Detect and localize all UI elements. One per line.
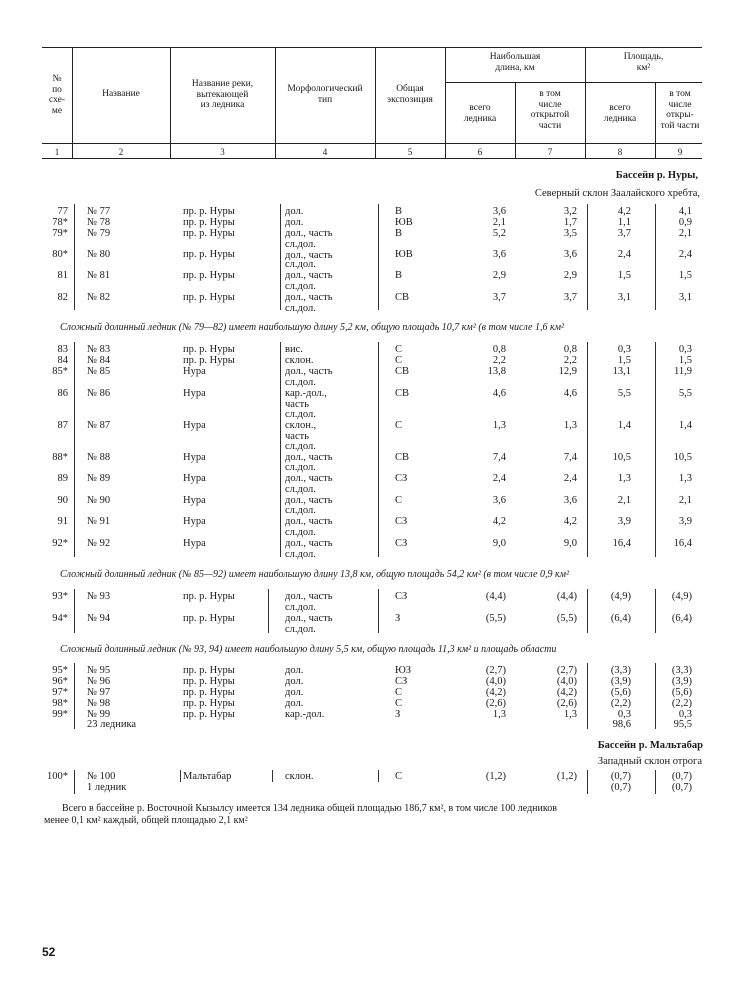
column-rule — [378, 342, 379, 557]
cell-area-total: (0,7) — [610, 782, 631, 793]
column-rule — [74, 589, 75, 633]
header-index: 3 — [220, 147, 225, 157]
cell-length-open: 7,4 — [563, 452, 577, 463]
cell-length-open: 2,9 — [563, 270, 577, 281]
cell-area-open: 16,4 — [673, 538, 692, 549]
cell-area-open: 3,1 — [678, 292, 692, 303]
cell-morph: дол. — [285, 676, 304, 687]
cell-name: № 86 — [87, 388, 111, 399]
cell-length-open: (2,7) — [556, 665, 577, 676]
cell-length-total: 5,2 — [492, 228, 506, 239]
header-col-area-total: всего ледника — [603, 103, 637, 124]
cell-name: № 77 — [87, 206, 111, 217]
cell-morph: дол. — [285, 206, 304, 217]
cell-morph: сл.дол. дол., часть сл.дол. — [285, 527, 333, 560]
header-index: 9 — [677, 147, 683, 157]
cell-length-open: 1,3 — [563, 709, 577, 720]
cell-exposure: С — [395, 355, 403, 366]
cell-length-open: 9,0 — [563, 538, 577, 549]
cell-exposure: С — [395, 495, 403, 506]
cell-name: № 96 — [87, 676, 111, 687]
cell-area-open: 0,3 — [678, 344, 692, 355]
cell-area-total: 0,3 — [617, 344, 631, 355]
cell-area-open: (0,7) — [671, 771, 692, 782]
cell-river: пр. р. Нуры — [183, 665, 235, 676]
header-col-morph: Морфологический тип — [287, 84, 363, 105]
cell-exposure: СВ — [395, 366, 410, 377]
cell-name: № 95 — [87, 665, 111, 676]
header-col-name: Название — [102, 89, 140, 99]
cell-number: 98* — [52, 698, 68, 709]
cell-name: № 85 — [87, 366, 111, 377]
column-rule — [655, 770, 656, 794]
cell-morph: дол. — [285, 665, 304, 676]
cell-length-open: (1,2) — [556, 771, 577, 782]
cell-area-total: 1,5 — [617, 355, 631, 366]
cell-morph: сл.дол. дол., часть — [285, 239, 333, 261]
cell-morph: дол. — [285, 687, 304, 698]
cell-exposure: СЗ — [395, 591, 408, 602]
header-index: 7 — [547, 147, 553, 157]
cell-length-total: 2,1 — [492, 217, 506, 228]
header-divider — [72, 47, 73, 158]
cell-morph: вис. — [285, 344, 303, 355]
cell-number: 85* — [52, 366, 68, 377]
cell-morph: сл.дол. дол., часть — [285, 259, 333, 281]
cell-morph: дол., часть — [285, 591, 333, 602]
cell-length-total: 3,6 — [492, 206, 506, 217]
cell-exposure: СВ — [395, 452, 410, 463]
cell-number: 97* — [52, 687, 68, 698]
cell-area-total: (3,9) — [610, 676, 631, 687]
cell-exposure: ЮВ — [395, 217, 413, 228]
cell-river: пр. р. Нуры — [183, 687, 235, 698]
cell-name: № 97 — [87, 687, 111, 698]
cell-area-total: (4,9) — [610, 591, 631, 602]
cell-area-open: 11,9 — [674, 366, 692, 377]
cell-morph: дол., часть — [285, 228, 333, 239]
column-rule — [378, 589, 379, 633]
cell-length-total: 2,4 — [492, 473, 506, 484]
cell-morph: сл.дол. дол., часть — [285, 505, 333, 527]
column-rule — [655, 342, 656, 557]
column-rule — [74, 204, 75, 310]
cell-length-open: 4,6 — [563, 388, 577, 399]
cell-area-open: (6,4) — [671, 613, 692, 624]
column-rule — [587, 770, 588, 794]
cell-name: № 89 — [87, 473, 111, 484]
cell-river: Нура — [183, 495, 206, 506]
cell-area-total: 2,1 — [617, 495, 631, 506]
summary-line-2: менее 0,1 км² каждый, общей площадью 2,1 км² — [44, 815, 248, 826]
cell-area-open: (3,3) — [671, 665, 692, 676]
basin-heading-nura: Бассейн р. Нуры, — [615, 170, 698, 181]
cell-name: № 99 — [87, 709, 111, 720]
cell-area-total: 3,7 — [617, 228, 631, 239]
cell-length-total: 4,6 — [492, 388, 506, 399]
cell-exposure: СЗ — [395, 676, 408, 687]
cell-river: пр. р. Нуры — [183, 591, 235, 602]
cell-morph: сл.дол. дол., часть сл.дол. — [285, 281, 333, 314]
cell-exposure: СЗ — [395, 473, 408, 484]
column-rule — [378, 770, 379, 782]
cell-area-open: 0,3 — [678, 709, 692, 720]
cell-area-total: 3,1 — [617, 292, 631, 303]
cell-area-open: 3,9 — [678, 516, 692, 527]
cell-area-total: (6,4) — [610, 613, 631, 624]
cell-number: 89 — [57, 473, 68, 484]
cell-number: 99* — [52, 709, 68, 720]
cell-river: пр. р. Нуры — [183, 217, 235, 228]
cell-number: 93* — [52, 591, 68, 602]
cell-river: пр. р. Нуры — [183, 676, 235, 687]
cell-area-open: (5,6) — [671, 687, 692, 698]
cell-number: 78* — [52, 217, 68, 228]
cell-river: Нура — [183, 538, 206, 549]
header-index: 4 — [322, 147, 328, 157]
cell-name: № 84 — [87, 355, 111, 366]
cell-exposure: В — [395, 270, 403, 281]
cell-area-open: 2,1 — [678, 495, 692, 506]
cell-number: 83 — [57, 344, 68, 355]
cell-length-open: 1,3 — [563, 420, 577, 431]
cell-area-open: 95,5 — [673, 719, 692, 730]
column-rule — [74, 770, 75, 794]
header-index: 2 — [118, 147, 124, 157]
header-group-rule — [445, 82, 702, 83]
cell-number: 100* — [47, 771, 68, 782]
cell-area-open: (3,9) — [671, 676, 692, 687]
column-rule — [74, 663, 75, 729]
cell-length-open: 3,6 — [563, 249, 577, 260]
header-col-length-open: в том числе открытой части — [530, 89, 570, 131]
cell-name: № 94 — [87, 613, 111, 624]
header-index: 6 — [477, 147, 483, 157]
cell-area-total: 1,3 — [617, 473, 631, 484]
cell-river: пр. р. Нуры — [183, 292, 235, 303]
cell-length-open: 2,4 — [563, 473, 577, 484]
cell-length-total: (2,7) — [485, 665, 506, 676]
cell-length-open: 3,6 — [563, 495, 577, 506]
cell-name: № 92 — [87, 538, 111, 549]
cell-river: Нура — [183, 366, 206, 377]
cell-total-label: 1 ледник — [87, 782, 127, 793]
header-area-group: Площадь, км² — [623, 52, 664, 73]
header-col-exposure: Общая экспозиция — [387, 84, 433, 105]
cell-area-total: 1,4 — [617, 420, 631, 431]
header-col-number: № по схе- ме — [49, 74, 65, 116]
cell-length-open: 12,9 — [558, 366, 577, 377]
cell-name: № 83 — [87, 344, 111, 355]
slope-heading-zaalai: Северный склон Заалайского хребта, — [534, 188, 700, 199]
cell-exposure: З — [395, 613, 401, 624]
cell-area-total: 1,1 — [617, 217, 631, 228]
cell-river: Нура — [183, 452, 206, 463]
cell-river: пр. р. Нуры — [183, 228, 235, 239]
cell-exposure: С — [395, 420, 403, 431]
cell-exposure: ЮЗ — [395, 665, 412, 676]
cell-length-total: (4,2) — [485, 687, 506, 698]
header-top-rule — [42, 47, 702, 48]
cell-area-open: (4,9) — [671, 591, 692, 602]
cell-river: пр. р. Нуры — [183, 698, 235, 709]
cell-number: 81 — [57, 270, 68, 281]
cell-length-total: (5,5) — [485, 613, 506, 624]
cell-length-total: 7,4 — [492, 452, 506, 463]
cell-exposure: СЗ — [395, 538, 408, 549]
cell-morph: сл.дол. кар.-дол., часть — [285, 377, 327, 410]
cell-name: № 98 — [87, 698, 111, 709]
cell-area-open: 2,1 — [678, 228, 692, 239]
header-col-length-total: всего ледника — [463, 103, 497, 124]
cell-number: 80* — [52, 249, 68, 260]
cell-area-total: 10,5 — [612, 452, 631, 463]
cell-length-total: 0,8 — [492, 344, 506, 355]
basin-heading-maltabar: Бассейн р. Мальтабар — [597, 740, 703, 751]
cell-exposure: С — [395, 771, 403, 782]
cell-area-open: (2,2) — [671, 698, 692, 709]
cell-length-open: (2,6) — [556, 698, 577, 709]
cell-area-total: 5,5 — [617, 388, 631, 399]
cell-name: № 91 — [87, 516, 111, 527]
cell-length-total: 13,8 — [487, 366, 506, 377]
cell-exposure: С — [395, 344, 403, 355]
cell-length-total: 3,7 — [492, 292, 506, 303]
cell-area-open: 4,1 — [678, 206, 692, 217]
cell-length-total: (2,6) — [485, 698, 506, 709]
cell-river: пр. р. Нуры — [183, 613, 235, 624]
cell-river: пр. р. Нуры — [183, 344, 235, 355]
cell-river: Мальтабар — [183, 771, 232, 782]
cell-morph: дол. — [285, 698, 304, 709]
cell-area-total: 13,1 — [612, 366, 631, 377]
cell-exposure: С — [395, 698, 403, 709]
cell-exposure: СВ — [395, 388, 410, 399]
cell-area-open: 1,4 — [678, 420, 692, 431]
cell-area-total: (5,6) — [610, 687, 631, 698]
cell-length-total: 2,9 — [492, 270, 506, 281]
page-number: 52 — [42, 945, 56, 959]
cell-length-total: 3,6 — [492, 495, 506, 506]
cell-river: пр. р. Нуры — [183, 249, 235, 260]
cell-number: 86 — [57, 388, 68, 399]
cell-area-open: 1,3 — [678, 473, 692, 484]
cell-morph: дол. — [285, 217, 304, 228]
cell-river: Нура — [183, 473, 206, 484]
header-index: 1 — [54, 147, 60, 157]
cell-area-open: 10,5 — [673, 452, 692, 463]
cell-number: 94* — [52, 613, 68, 624]
header-length-group: Наибольшая длина, км — [489, 52, 541, 73]
column-rule — [280, 204, 281, 310]
cell-morph: сл.дол. дол., часть — [285, 462, 333, 484]
cell-river: пр. р. Нуры — [183, 709, 235, 720]
cell-area-total: 98,6 — [612, 719, 631, 730]
cell-name: № 81 — [87, 270, 111, 281]
cell-area-total: (0,7) — [610, 771, 631, 782]
cell-area-open: 1,5 — [678, 270, 692, 281]
cell-morph: дол., часть — [285, 366, 333, 377]
cell-area-total: 1,5 — [617, 270, 631, 281]
cell-morph: сл.дол. дол., часть сл.дол. — [285, 602, 333, 635]
header-index: 5 — [407, 147, 413, 157]
cell-river: пр. р. Нуры — [183, 270, 235, 281]
cell-river: Нура — [183, 388, 206, 399]
cell-length-total: 4,2 — [492, 516, 506, 527]
header-col-area-open: в том числе откры- той части — [660, 89, 700, 131]
header-mid-rule — [42, 143, 702, 144]
cell-length-open: 0,8 — [563, 344, 577, 355]
cell-number: 82 — [57, 292, 68, 303]
cell-exposure: ЮВ — [395, 249, 413, 260]
column-rule — [655, 663, 656, 729]
cell-length-total: 9,0 — [492, 538, 506, 549]
cell-name: № 90 — [87, 495, 111, 506]
cell-exposure: С — [395, 687, 403, 698]
column-rule — [587, 204, 588, 310]
cell-length-open: 3,2 — [563, 206, 577, 217]
cell-river: пр. р. Нуры — [183, 206, 235, 217]
column-rule — [587, 589, 588, 633]
cell-number: 96* — [52, 676, 68, 687]
cell-morph: склон. — [285, 355, 314, 366]
cell-exposure: В — [395, 206, 403, 217]
cell-river: Нура — [183, 516, 206, 527]
note-complex-glacier-93-94: Сложный долинный ледник (№ 93, 94) имеет наибольшую длину 5,5 км, общую площадь 11,3 км² и площадь области — [60, 644, 557, 655]
cell-name: № 87 — [87, 420, 111, 431]
header-bottom-rule — [42, 158, 702, 159]
column-rule — [587, 663, 588, 729]
column-rule — [268, 589, 269, 633]
cell-number: 91 — [57, 516, 68, 527]
cell-area-total: (3,3) — [610, 665, 631, 676]
cell-exposure: СВ — [395, 292, 410, 303]
cell-length-total: (1,2) — [485, 771, 506, 782]
cell-exposure: СЗ — [395, 516, 408, 527]
cell-length-open: (4,4) — [556, 591, 577, 602]
cell-morph: сл.дол. склон., часть — [285, 409, 317, 442]
note-complex-glacier-79-82: Сложный долинный ледник (№ 79—82) имеет наибольшую длину 5,2 км, общую площадь 10,7 км² (в том числе 1,6 км² — [60, 322, 565, 333]
column-rule — [74, 342, 75, 557]
cell-length-open: 3,7 — [563, 292, 577, 303]
cell-number: 88* — [52, 452, 68, 463]
cell-number: 77 — [57, 206, 68, 217]
cell-length-open: 2,2 — [563, 355, 577, 366]
cell-area-open: 0,9 — [678, 217, 692, 228]
cell-name: № 100 — [87, 771, 116, 782]
cell-length-open: 3,5 — [563, 228, 577, 239]
cell-name: № 82 — [87, 292, 111, 303]
cell-length-open: (4,2) — [556, 687, 577, 698]
cell-length-total: 3,6 — [492, 249, 506, 260]
cell-morph: сл.дол. дол., часть — [285, 441, 333, 463]
cell-number: 95* — [52, 665, 68, 676]
cell-area-open: (0,7) — [671, 782, 692, 793]
cell-area-total: 16,4 — [612, 538, 631, 549]
cell-morph: кар.-дол. — [285, 709, 325, 720]
column-rule — [655, 204, 656, 310]
cell-length-total: 2,2 — [492, 355, 506, 366]
cell-length-total: (4,4) — [485, 591, 506, 602]
cell-number: 84 — [57, 355, 68, 366]
cell-number: 90 — [57, 495, 68, 506]
slope-heading-west: Западный склон отрога — [597, 756, 702, 767]
cell-exposure: В — [395, 228, 403, 239]
summary-line-1: Всего в бассейне р. Восточной Кызылсу имеется 134 ледника общей площадью 186,7 км², в том числе 100 ледников — [62, 803, 557, 814]
cell-number: 87 — [57, 420, 68, 431]
cell-number: 92* — [52, 538, 68, 549]
cell-name: № 88 — [87, 452, 111, 463]
cell-area-total: 0,3 — [617, 709, 631, 720]
cell-river: Нура — [183, 420, 206, 431]
cell-length-total: 1,3 — [492, 709, 506, 720]
cell-area-total: 3,9 — [617, 516, 631, 527]
cell-total-label: 23 ледника — [87, 719, 137, 730]
column-rule — [378, 204, 379, 310]
column-rule — [180, 770, 181, 782]
header-index: 8 — [617, 147, 623, 157]
cell-length-open: 1,7 — [563, 217, 577, 228]
cell-area-total: 4,2 — [617, 206, 631, 217]
header-col-river: Название реки, вытекающей из ледника — [191, 79, 254, 110]
cell-length-total: (4,0) — [485, 676, 506, 687]
cell-length-open: (4,0) — [556, 676, 577, 687]
cell-morph: сл.дол. дол., часть — [285, 484, 333, 506]
cell-length-open: (5,5) — [556, 613, 577, 624]
cell-river: пр. р. Нуры — [183, 355, 235, 366]
cell-area-open: 5,5 — [678, 388, 692, 399]
column-rule — [272, 770, 273, 782]
cell-length-open: 4,2 — [563, 516, 577, 527]
cell-name: № 93 — [87, 591, 111, 602]
cell-name: № 78 — [87, 217, 111, 228]
cell-exposure: З — [395, 709, 401, 720]
column-rule — [280, 342, 281, 557]
column-rule — [587, 342, 588, 557]
column-rule — [655, 589, 656, 633]
cell-area-total: (2,2) — [610, 698, 631, 709]
cell-name: № 80 — [87, 249, 111, 260]
cell-number: 79* — [52, 228, 68, 239]
cell-area-total: 2,4 — [617, 249, 631, 260]
cell-morph: склон. — [285, 771, 314, 782]
cell-length-total: 1,3 — [492, 420, 506, 431]
cell-area-open: 1,5 — [678, 355, 692, 366]
cell-name: № 79 — [87, 228, 111, 239]
note-complex-glacier-85-92: Сложный долинный ледник (№ 85—92) имеет наибольшую длину 13,8 км, общую площадь 54,2 км² (в том числе 0,9 км² — [60, 569, 570, 580]
cell-area-open: 2,4 — [678, 249, 692, 260]
